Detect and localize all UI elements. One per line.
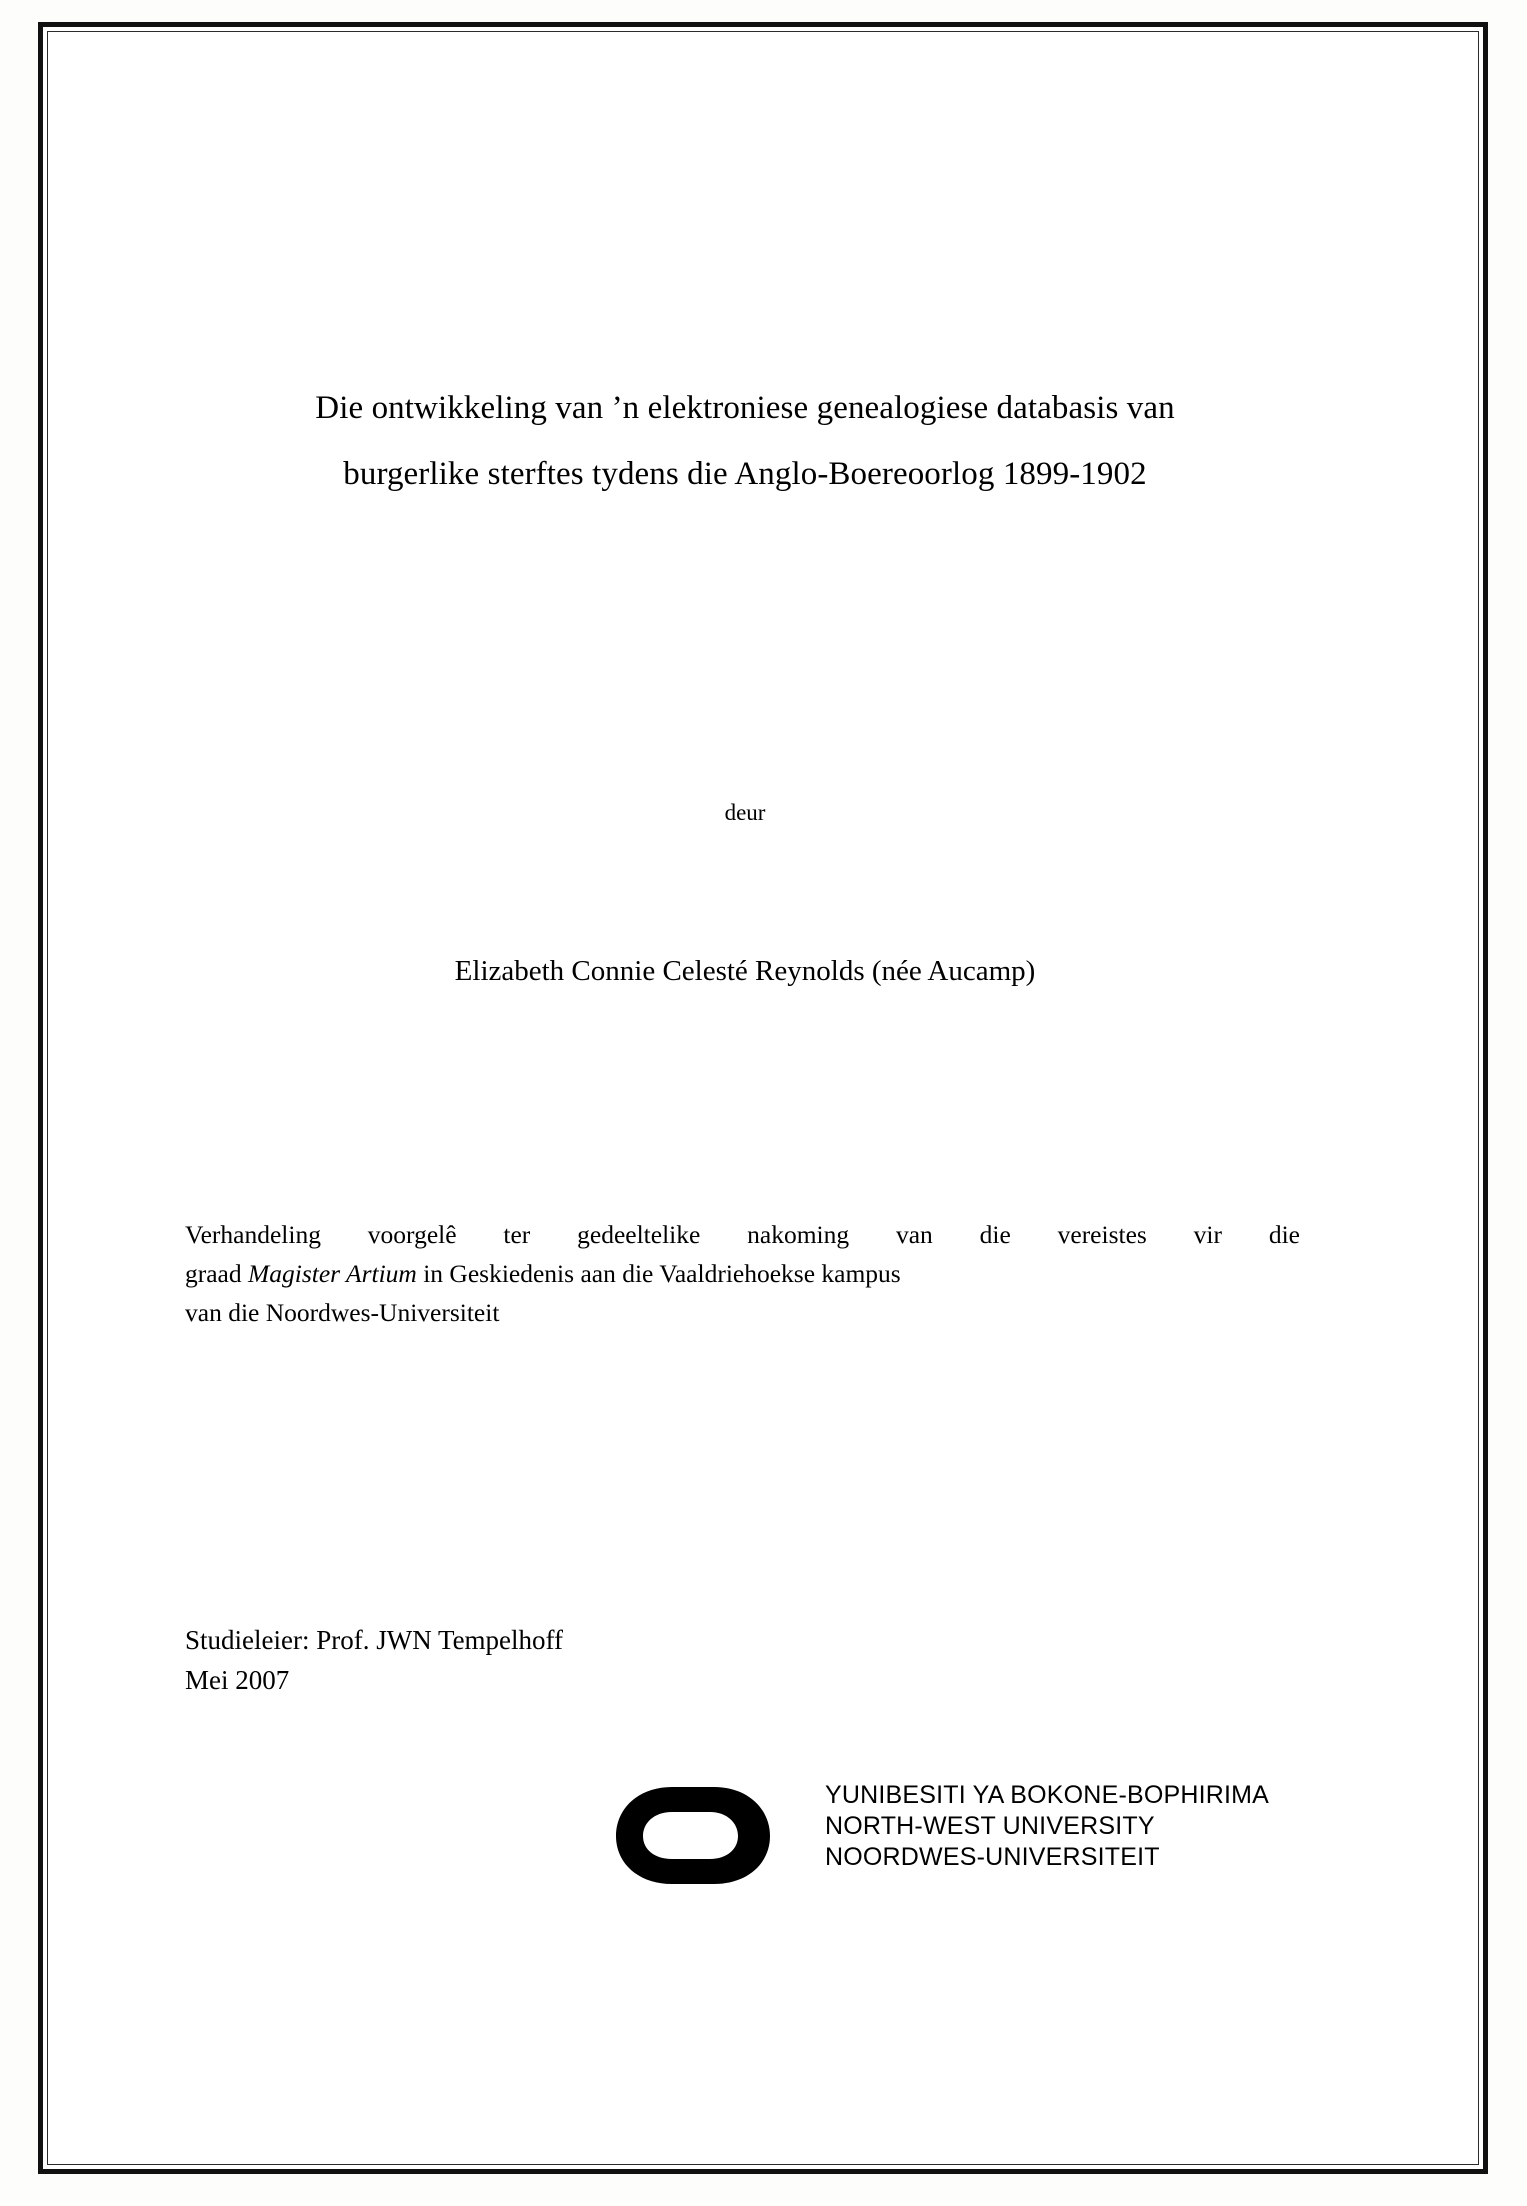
logo-text-line-2: NORTH-WEST UNIVERSITY [825, 1812, 1155, 1840]
statement-degree-name: Magister Artium [248, 1259, 417, 1288]
university-logo-text [825, 1780, 1269, 1873]
degree-statement [185, 1215, 1300, 1332]
by-label: deur [724, 800, 766, 825]
page-title [185, 375, 1305, 507]
north-west-university-logo-icon [610, 1783, 805, 1888]
title-line-1: Die ontwikkeling van ’n elektroniese genealogiese databasis van [315, 390, 1175, 426]
title-line-2: burgerlike sterftes tydens die Anglo-Boereoorlog 1899-1902 [343, 456, 1147, 492]
statement-line-1: Verhandeling voorgelê ter gedeeltelike nakoming van die vereistes vir die [185, 1220, 1300, 1249]
statement-line-2-prefix: graad [185, 1259, 249, 1288]
supervisor-line: Studieleier: Prof. JWN Tempelhoff [185, 1625, 564, 1655]
logo-text-line-3: NOORDWES-UNIVERSITEIT [825, 1843, 1160, 1871]
author-name: Elizabeth Connie Celesté Reynolds (née Aucamp) [454, 955, 1036, 987]
title-page-content [140, 0, 1320, 2206]
statement-line-3: van die Noordwes-Universiteit [185, 1298, 500, 1327]
statement-line-2-suffix: in Geskiedenis aan die Vaaldriehoekse kampus [416, 1259, 901, 1288]
statement-line-2 [185, 1254, 1300, 1293]
supervisor-and-date [185, 1620, 1085, 1700]
university-logo-block [440, 1775, 1270, 1905]
logo-text-line-1: YUNIBESITI YA BOKONE-BOPHIRIMA [825, 1781, 1270, 1809]
date-line: Mei 2007 [185, 1665, 290, 1695]
